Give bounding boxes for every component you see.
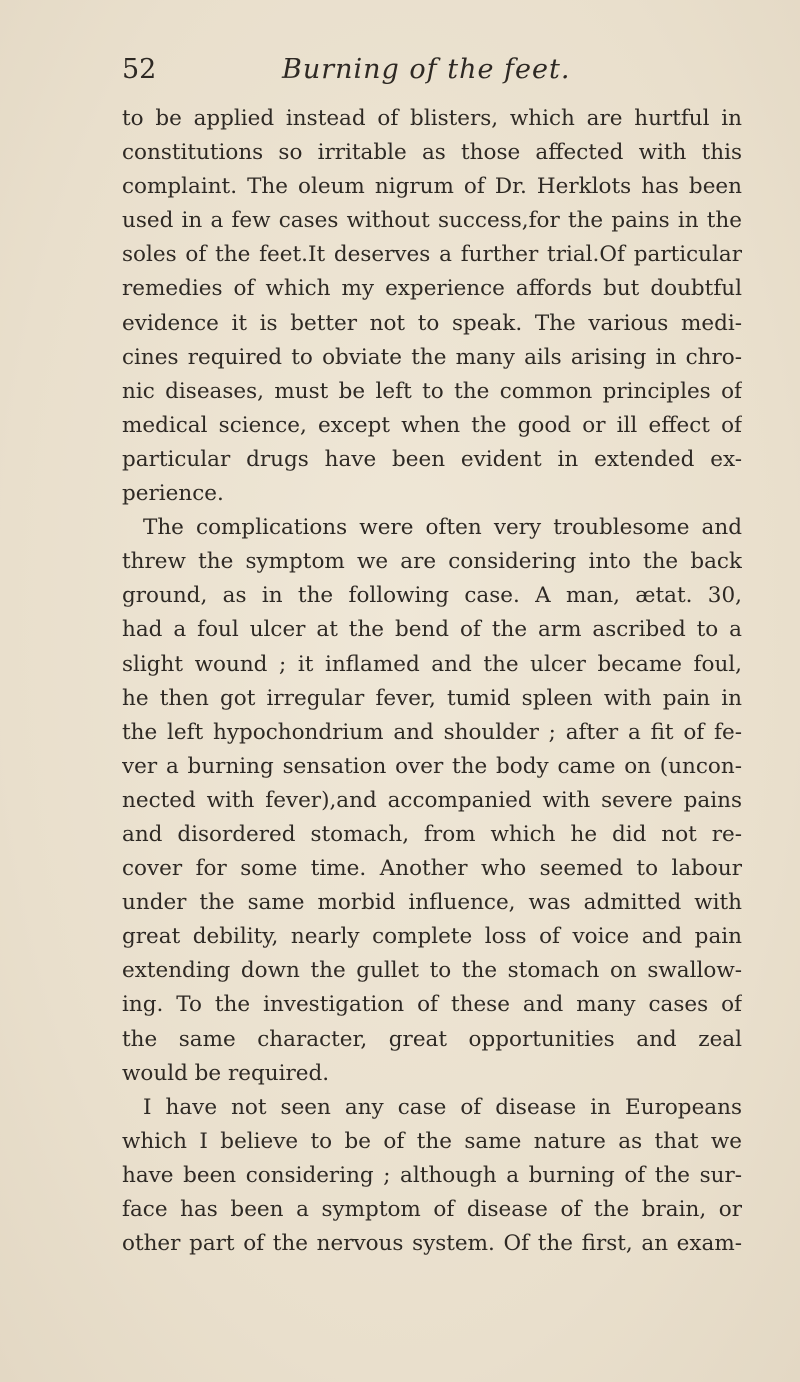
- text-line: the left hypochondrium and shoulder ; after a fit of fe-: [122, 719, 742, 745]
- text-line: have been considering ; although a burning of the sur-: [122, 1162, 742, 1188]
- text-line: nected with fever),and accompanied with severe pains: [122, 787, 742, 813]
- running-head: [122, 50, 742, 90]
- text-line: great debility, nearly complete loss of voice and pain: [122, 924, 742, 950]
- paragraph-1: [122, 102, 742, 511]
- text-line: the same character, great opportunities and zeal: [122, 1026, 742, 1052]
- text-line: would be required.: [122, 1060, 330, 1086]
- text-line: medical science, except when the good or ill effect of: [122, 412, 742, 438]
- text-line: cover for some time. Another who seemed to labour: [122, 856, 742, 882]
- text-line: cines required to obviate the many ails arising in chro-: [122, 344, 742, 370]
- page-number: 52: [122, 54, 157, 85]
- text-line: nic diseases, must be left to the common principles of: [122, 378, 742, 404]
- text-line: other part of the nervous system. Of the first, an exam-: [122, 1231, 742, 1257]
- text-line: under the same morbid influence, was admitted with: [122, 890, 742, 916]
- text-line: to be applied instead of blisters, which are hurtful in: [122, 106, 742, 131]
- body-text: [122, 102, 742, 1261]
- text-line: slight wound ; it inflamed and the ulcer became foul,: [122, 651, 742, 677]
- text-line: ground, as in the following case. A man, ætat. 30,: [122, 583, 742, 609]
- text-line: face has been a symptom of disease of the brain, or: [122, 1197, 742, 1222]
- text-line: had a foul ulcer at the bend of the arm ascribed to a: [122, 617, 742, 643]
- text-line: and disordered stomach, from which he did not re-: [122, 821, 742, 847]
- text-line: evidence it is better not to speak. The various medi-: [122, 310, 742, 336]
- running-title: Burning of the feet.: [282, 54, 571, 85]
- text-line: used in a few cases without success,for the pains in the: [122, 208, 742, 234]
- text-line: soles of the feet.It deserves a further trial.Of particular: [122, 242, 742, 268]
- paragraph-2: [122, 511, 742, 1091]
- text-line: perience.: [122, 481, 224, 507]
- text-line: he then got irregular fever, tumid spleen with pain in: [122, 685, 742, 711]
- text-line: which I believe to be of the same nature as that we: [122, 1128, 742, 1154]
- text-line: threw the symptom we are considering into the back: [122, 549, 742, 575]
- text-line: extending down the gullet to the stomach on swallow-: [122, 958, 742, 984]
- text-line: The complications were often very troublesome and: [143, 515, 742, 541]
- text-line: particular drugs have been evident in extended ex-: [122, 446, 742, 472]
- paragraph-3: [122, 1091, 742, 1261]
- text-line: ver a burning sensation over the body came on (uncon-: [122, 753, 742, 779]
- text-line: complaint. The oleum nigrum of Dr. Herklots has been: [122, 174, 742, 200]
- text-line: I have not seen any case of disease in Europeans: [143, 1094, 742, 1120]
- text-line: constitutions so irritable as those affected with this: [122, 140, 742, 166]
- text-line: remedies of which my experience affords but doubtful: [122, 276, 742, 302]
- text-line: ing. To the investigation of these and many cases of: [122, 992, 742, 1018]
